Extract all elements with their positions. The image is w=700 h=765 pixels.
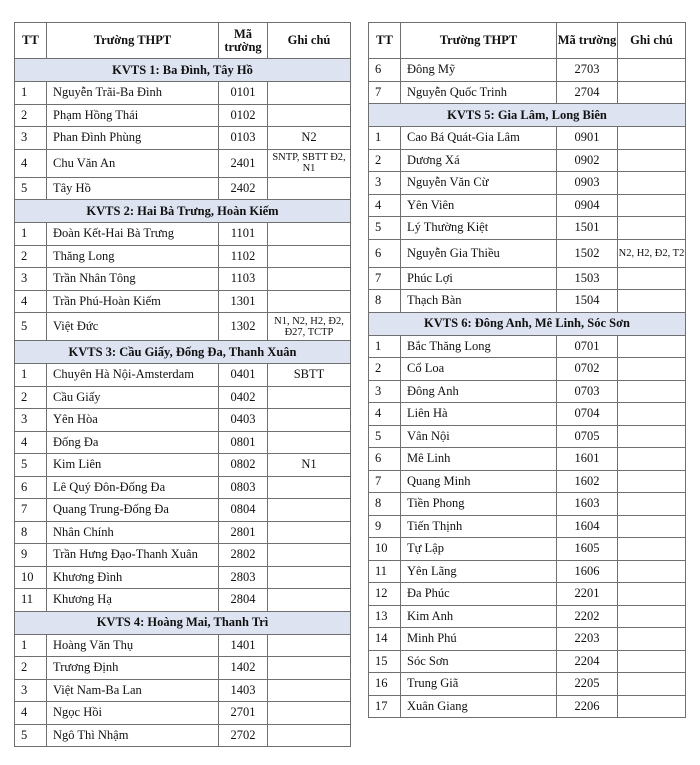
school-name: Đông Anh [401,380,557,403]
school-name: Nguyễn Trãi-Ba Đình [47,82,219,105]
school-name: Thạch Bàn [401,290,557,313]
school-code: 2704 [557,81,618,104]
school-name: Trương Định [47,657,219,680]
school-name: Cầu Giấy [47,386,219,409]
table-row [15,634,351,657]
school-note [618,538,686,561]
school-code: 0903 [557,172,618,195]
school-note [618,448,686,471]
school-code: 1606 [557,560,618,583]
school-note [268,544,351,567]
row-tt: 1 [15,364,47,387]
table-row [15,245,351,268]
school-name: Trung Giã [401,673,557,696]
school-note [268,431,351,454]
school-code: 2202 [557,605,618,628]
school-note [618,335,686,358]
table-row [15,544,351,567]
school-code: 1602 [557,470,618,493]
school-code: 0802 [219,454,268,477]
school-note [618,560,686,583]
school-name: Yên Hòa [47,409,219,432]
school-name: Quang Trung-Đống Đa [47,499,219,522]
header-school: Trường THPT [401,23,557,59]
school-note [268,589,351,612]
row-tt: 9 [369,515,401,538]
table-row [369,267,686,290]
school-code: 2203 [557,628,618,651]
school-code: 1605 [557,538,618,561]
table-row [369,358,686,381]
row-tt: 11 [369,560,401,583]
school-name: Đoàn Kết-Hai Bà Trưng [47,223,219,246]
group-title: KVTS 3: Cầu Giấy, Đống Đa, Thanh Xuân [15,341,351,364]
header-row [15,23,351,59]
table-row [15,476,351,499]
school-note [618,403,686,426]
school-name: Nguyễn Gia Thiều [401,239,557,267]
school-name: Lê Quý Đôn-Đống Đa [47,476,219,499]
school-name: Ngô Thì Nhậm [47,724,219,747]
school-name: Lý Thường Kiệt [401,217,557,240]
school-note [618,267,686,290]
row-tt: 8 [15,521,47,544]
school-note [268,177,351,200]
table-row [369,217,686,240]
school-note: N1, N2, H2, Đ2, Đ27, TCTP [268,313,351,341]
school-code: 0904 [557,194,618,217]
group-title: KVTS 2: Hai Bà Trưng, Hoàn Kiếm [15,200,351,223]
school-code: 2803 [219,566,268,589]
school-name: Minh Phú [401,628,557,651]
school-note [618,470,686,493]
school-code: 1502 [557,239,618,267]
school-note [268,82,351,105]
row-tt: 5 [15,313,47,341]
table-row [15,104,351,127]
header-code: Mã trường [557,23,618,59]
row-tt: 4 [369,403,401,426]
row-tt: 3 [15,268,47,291]
table-row [15,82,351,105]
school-code: 2201 [557,583,618,606]
school-note [618,425,686,448]
table-row [369,335,686,358]
school-note [618,149,686,172]
school-code: 0704 [557,403,618,426]
school-name: Nguyễn Quốc Trinh [401,81,557,104]
school-code: 2205 [557,673,618,696]
row-tt: 8 [369,290,401,313]
row-tt: 7 [369,267,401,290]
group-header-row [15,59,351,82]
school-note [268,223,351,246]
school-name: Nhân Chính [47,521,219,544]
row-tt: 3 [15,127,47,150]
school-note [268,268,351,291]
school-name: Việt Nam-Ba Lan [47,679,219,702]
table-row [369,290,686,313]
school-note: SBTT [268,364,351,387]
school-name: Thăng Long [47,245,219,268]
school-name: Đa Phúc [401,583,557,606]
school-name: Kim Anh [401,605,557,628]
group-header-row [369,312,686,335]
row-tt: 5 [15,724,47,747]
school-code: 0701 [557,335,618,358]
table-row [15,702,351,725]
school-note [268,499,351,522]
school-name: Phan Đình Phùng [47,127,219,150]
group-title: KVTS 1: Ba Đình, Tây Hồ [15,59,351,82]
school-note [268,386,351,409]
row-tt: 1 [369,127,401,150]
school-code: 0101 [219,82,268,105]
school-code: 1603 [557,493,618,516]
row-tt: 16 [369,673,401,696]
table-row [369,695,686,718]
school-code: 0403 [219,409,268,432]
school-code: 0803 [219,476,268,499]
school-note [618,127,686,150]
table-row [15,521,351,544]
school-note [268,634,351,657]
school-note [618,59,686,82]
table-row [369,470,686,493]
school-code: 1101 [219,223,268,246]
table-row [15,290,351,313]
header-code: Mã trường [219,23,268,59]
school-note [618,290,686,313]
table-row [15,223,351,246]
row-tt: 3 [15,679,47,702]
school-note [268,245,351,268]
school-name: Mê Linh [401,448,557,471]
school-name: Vân Nội [401,425,557,448]
table-row [15,149,351,177]
school-name: Dương Xá [401,149,557,172]
row-tt: 3 [369,172,401,195]
header-tt: TT [15,23,47,59]
school-name: Ngọc Hồi [47,702,219,725]
school-note: SNTP, SBTT Đ2, N1 [268,149,351,177]
school-code: 0703 [557,380,618,403]
school-note [268,476,351,499]
school-note [268,702,351,725]
header-note: Ghi chú [618,23,686,59]
table-row [15,364,351,387]
school-note [618,695,686,718]
school-note [618,358,686,381]
school-code: 1103 [219,268,268,291]
school-note [618,493,686,516]
row-tt: 3 [369,380,401,403]
school-note [618,583,686,606]
school-name: Hoàng Văn Thụ [47,634,219,657]
school-name: Cổ Loa [401,358,557,381]
table-row [369,673,686,696]
school-name: Khương Đình [47,566,219,589]
row-tt: 13 [369,605,401,628]
group-title: KVTS 4: Hoàng Mai, Thanh Trì [15,611,351,634]
school-note [268,679,351,702]
school-note [618,673,686,696]
school-name: Liên Hà [401,403,557,426]
row-tt: 7 [369,81,401,104]
school-name: Khương Hạ [47,589,219,612]
table-row [15,499,351,522]
school-name: Yên Lãng [401,560,557,583]
school-name: Quang Minh [401,470,557,493]
table-row [369,59,686,82]
school-name: Đông Mỹ [401,59,557,82]
row-tt: 5 [369,425,401,448]
school-note [618,172,686,195]
school-code: 0103 [219,127,268,150]
school-code: 2701 [219,702,268,725]
school-code: 1503 [557,267,618,290]
row-tt: 6 [369,239,401,267]
school-note [268,104,351,127]
header-note: Ghi chú [268,23,351,59]
row-tt: 12 [369,583,401,606]
school-name: Sóc Sơn [401,650,557,673]
school-code: 0401 [219,364,268,387]
table-row [15,431,351,454]
row-tt: 6 [15,476,47,499]
school-name: Nguyễn Văn Cừ [401,172,557,195]
row-tt: 17 [369,695,401,718]
table-row [15,679,351,702]
row-tt: 1 [15,223,47,246]
table-row [15,409,351,432]
group-header-row [15,200,351,223]
school-code: 1302 [219,313,268,341]
table-row [369,127,686,150]
school-table-left [14,22,351,747]
table-row [15,177,351,200]
table-row [15,386,351,409]
header-school: Trường THPT [47,23,219,59]
row-tt: 3 [15,409,47,432]
school-note: N1 [268,454,351,477]
group-title: KVTS 5: Gia Lâm, Long Biên [369,104,686,127]
table-row [369,172,686,195]
school-code: 0902 [557,149,618,172]
school-note [618,217,686,240]
row-tt: 5 [369,217,401,240]
school-code: 2402 [219,177,268,200]
school-code: 0102 [219,104,268,127]
table-row [369,560,686,583]
school-code: 1401 [219,634,268,657]
header-tt: TT [369,23,401,59]
school-code: 2801 [219,521,268,544]
school-note [268,724,351,747]
table-row [15,724,351,747]
school-note [618,628,686,651]
table-row [15,127,351,150]
row-tt: 5 [15,454,47,477]
school-name: Trần Nhân Tông [47,268,219,291]
school-code: 1301 [219,290,268,313]
table-row [369,239,686,267]
row-tt: 7 [369,470,401,493]
row-tt: 4 [15,290,47,313]
table-row [15,657,351,680]
table-row [369,583,686,606]
row-tt: 5 [15,177,47,200]
school-note [268,409,351,432]
row-tt: 4 [15,702,47,725]
school-code: 1504 [557,290,618,313]
table-row [369,448,686,471]
table-row [369,628,686,651]
row-tt: 7 [15,499,47,522]
table-row [369,605,686,628]
row-tt: 11 [15,589,47,612]
table-row [15,313,351,341]
school-note [618,650,686,673]
table-row [369,81,686,104]
school-name: Trần Phú-Hoàn Kiếm [47,290,219,313]
row-tt: 1 [15,82,47,105]
group-header-row [15,611,351,634]
row-tt: 10 [369,538,401,561]
table-row [15,566,351,589]
school-note [618,515,686,538]
school-name: Việt Đức [47,313,219,341]
school-name: Tự Lập [401,538,557,561]
school-name: Xuân Giang [401,695,557,718]
school-note [268,290,351,313]
row-tt: 2 [15,104,47,127]
table-row [369,515,686,538]
row-tt: 6 [369,448,401,471]
table-row [369,403,686,426]
school-table-right [368,22,686,718]
row-tt: 9 [15,544,47,567]
school-code: 0402 [219,386,268,409]
school-code: 1601 [557,448,618,471]
row-tt: 10 [15,566,47,589]
row-tt: 4 [15,149,47,177]
header-row [369,23,686,59]
school-code: 0804 [219,499,268,522]
group-header-row [15,341,351,364]
school-name: Yên Viên [401,194,557,217]
school-name: Bắc Thăng Long [401,335,557,358]
school-note [618,194,686,217]
group-title: KVTS 6: Đông Anh, Mê Linh, Sóc Sơn [369,312,686,335]
school-code: 0901 [557,127,618,150]
group-header-row [369,104,686,127]
school-note: N2 [268,127,351,150]
table-row [369,493,686,516]
row-tt: 1 [15,634,47,657]
school-name: Tây Hồ [47,177,219,200]
school-name: Cao Bá Quát-Gia Lâm [401,127,557,150]
school-code: 1604 [557,515,618,538]
table-row [369,538,686,561]
school-code: 1102 [219,245,268,268]
school-code: 2703 [557,59,618,82]
school-code: 0801 [219,431,268,454]
school-code: 2802 [219,544,268,567]
row-tt: 6 [369,59,401,82]
school-name: Tiền Phong [401,493,557,516]
school-name: Phạm Hồng Thái [47,104,219,127]
table-row [15,454,351,477]
row-tt: 2 [15,386,47,409]
school-name: Chu Văn An [47,149,219,177]
school-code: 2702 [219,724,268,747]
table-row [369,194,686,217]
row-tt: 2 [369,358,401,381]
row-tt: 1 [369,335,401,358]
table-row [369,380,686,403]
school-name: Tiến Thịnh [401,515,557,538]
school-note [268,657,351,680]
table-row [369,650,686,673]
school-code: 0702 [557,358,618,381]
table-row [369,149,686,172]
school-name: Kim Liên [47,454,219,477]
school-name: Trần Hưng Đạo-Thanh Xuân [47,544,219,567]
table-row [369,425,686,448]
school-code: 2206 [557,695,618,718]
school-name: Đống Đa [47,431,219,454]
school-note [618,605,686,628]
school-code: 2204 [557,650,618,673]
school-note [618,380,686,403]
school-code: 1403 [219,679,268,702]
school-note [268,566,351,589]
school-note: N2, H2, Đ2, T2 [618,239,686,267]
school-code: 1501 [557,217,618,240]
table-row [15,268,351,291]
school-code: 1402 [219,657,268,680]
table-row [15,589,351,612]
row-tt: 8 [369,493,401,516]
school-name: Phúc Lợi [401,267,557,290]
row-tt: 14 [369,628,401,651]
row-tt: 15 [369,650,401,673]
row-tt: 2 [15,245,47,268]
row-tt: 4 [369,194,401,217]
school-code: 2401 [219,149,268,177]
row-tt: 2 [15,657,47,680]
row-tt: 2 [369,149,401,172]
school-code: 2804 [219,589,268,612]
school-note [268,521,351,544]
school-note [618,81,686,104]
school-name: Chuyên Hà Nội-Amsterdam [47,364,219,387]
row-tt: 4 [15,431,47,454]
school-code: 0705 [557,425,618,448]
